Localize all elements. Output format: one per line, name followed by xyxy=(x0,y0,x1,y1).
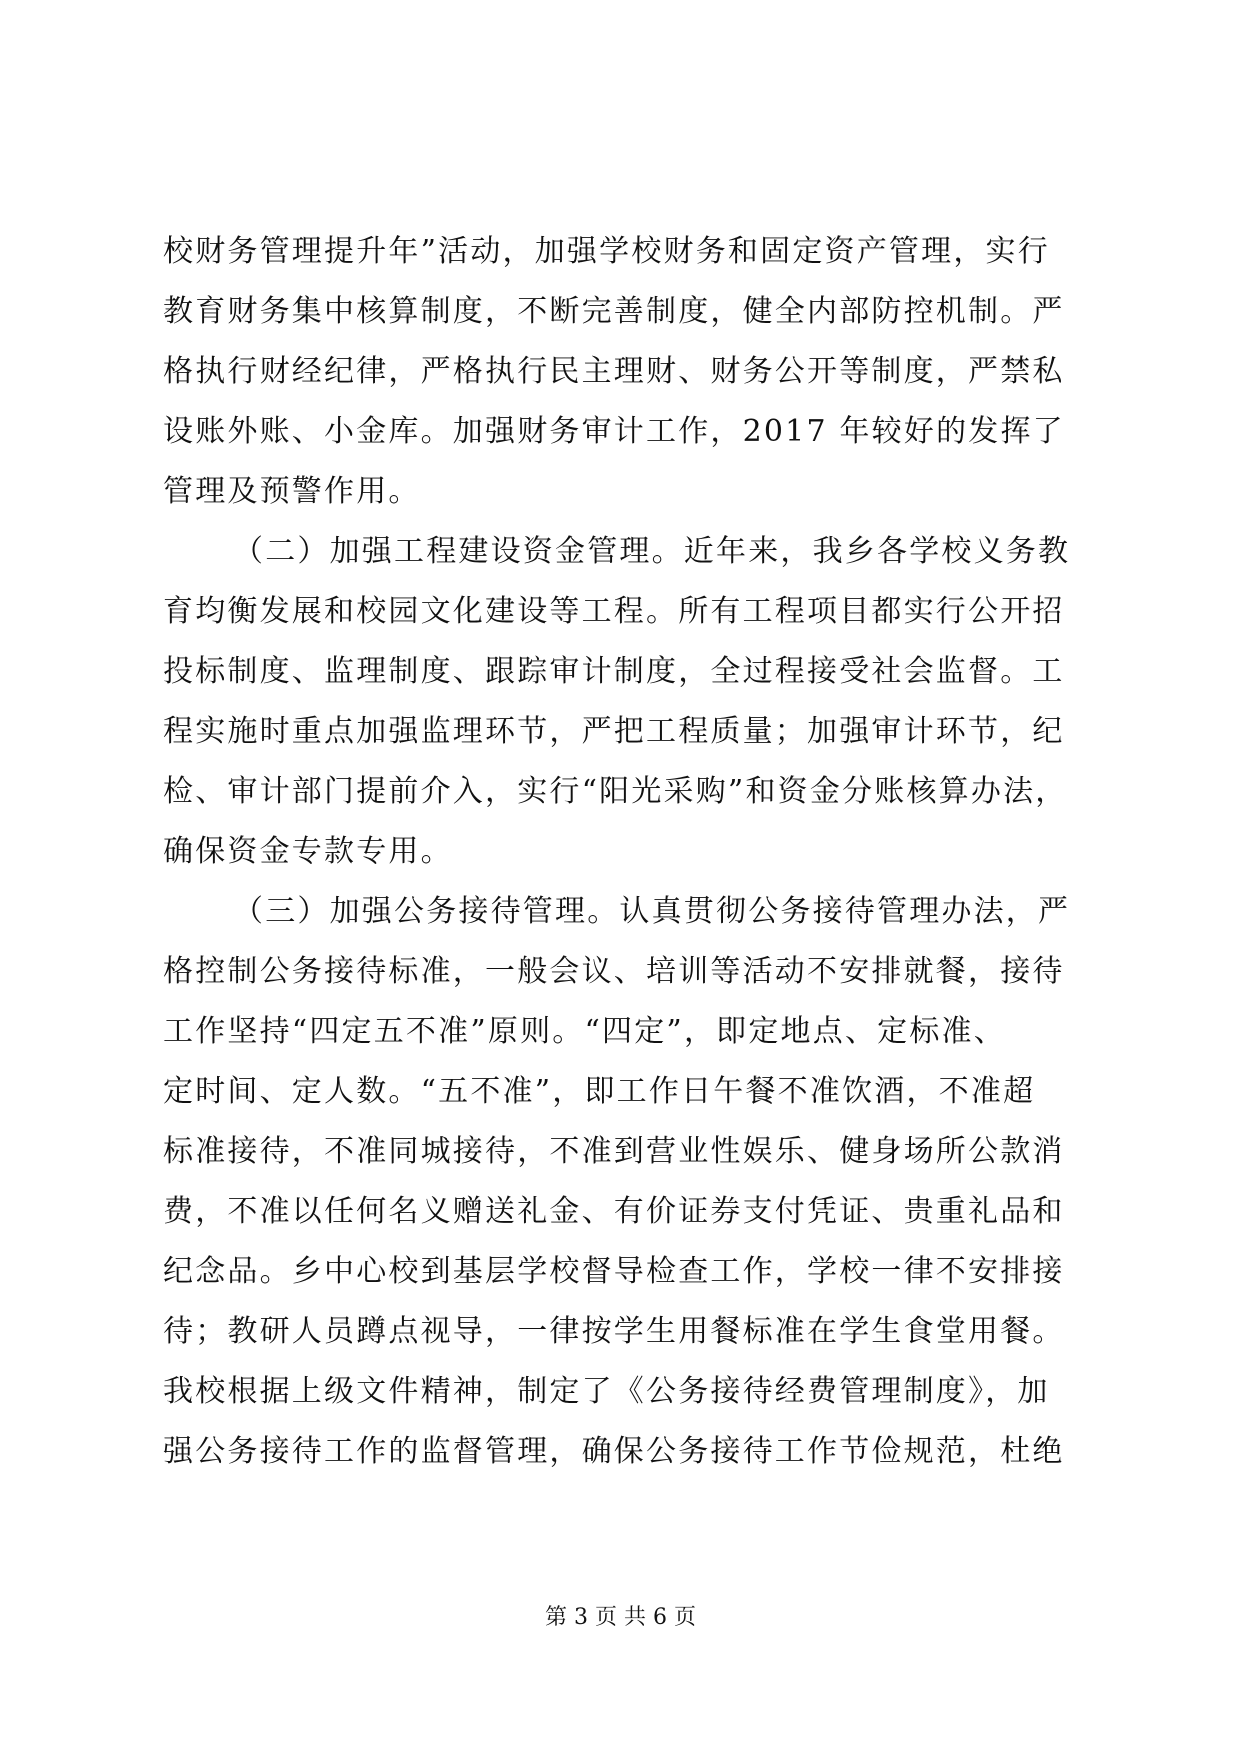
body-text-line: 工作坚持“四定五不准”原则。“四定”，即定地点、定标准、 xyxy=(163,1014,1006,1049)
body-text-line: 检、审计部门提前介入，实行“阳光采购”和资金分账核算办法， xyxy=(163,774,1068,809)
body-text-line: 校财务管理提升年”活动，加强学校财务和固定资产管理，实行 xyxy=(163,234,1050,269)
body-text-line: 程实施时重点加强监理环节，严把工程质量；加强审计环节，纪 xyxy=(163,714,1065,749)
body-text-line: 教育财务集中核算制度，不断完善制度，健全内部防控机制。严 xyxy=(163,294,1065,329)
body-text-line: 投标制度、监理制度、跟踪审计制度，全过程接受社会监督。工 xyxy=(163,654,1065,689)
body-text-line: 费，不准以任何名义赠送礼金、有价证券支付凭证、贵重礼品和 xyxy=(163,1194,1065,1229)
body-text-line: 纪念品。乡中心校到基层学校督导检查工作，学校一律不安排接 xyxy=(163,1254,1065,1289)
body-text-line: 育均衡发展和校园文化建设等工程。所有工程项目都实行公开招 xyxy=(163,594,1065,629)
body-text-line: 定时间、定人数。“五不准”，即工作日午餐不准饮酒，不准超 xyxy=(163,1074,1036,1109)
body-text-line: 管理及预警作用。 xyxy=(163,474,421,509)
page-number-footer: 第 3 页 共 6 页 xyxy=(545,1605,696,1630)
body-text-line: 我校根据上级文件精神，制定了《公务接待经费管理制度》，加 xyxy=(163,1374,1050,1409)
body-text-line: 格执行财经纪律，严格执行民主理财、财务公开等制度，严禁私 xyxy=(163,354,1065,389)
body-text-line: 强公务接待工作的监督管理，确保公务接待工作节俭规范，杜绝 xyxy=(163,1434,1065,1469)
section-heading-line: （三）加强公务接待管理。认真贯彻公务接待管理办法，严 xyxy=(233,894,1071,929)
body-text-line: 标准接待，不准同城接待，不准到营业性娱乐、健身场所公款消 xyxy=(163,1134,1065,1169)
body-text-line: 待；教研人员蹲点视导，一律按学生用餐标准在学生食堂用餐。 xyxy=(163,1314,1065,1349)
body-text-line: 确保资金专款专用。 xyxy=(163,834,453,869)
section-heading-line: （二）加强工程建设资金管理。近年来，我乡各学校义务教 xyxy=(233,534,1071,569)
body-text-line: 设账外账、小金库。加强财务审计工作，2017 年较好的发挥了 xyxy=(163,414,1065,449)
body-text-line: 格控制公务接待标准，一般会议、培训等活动不安排就餐，接待 xyxy=(163,954,1065,989)
